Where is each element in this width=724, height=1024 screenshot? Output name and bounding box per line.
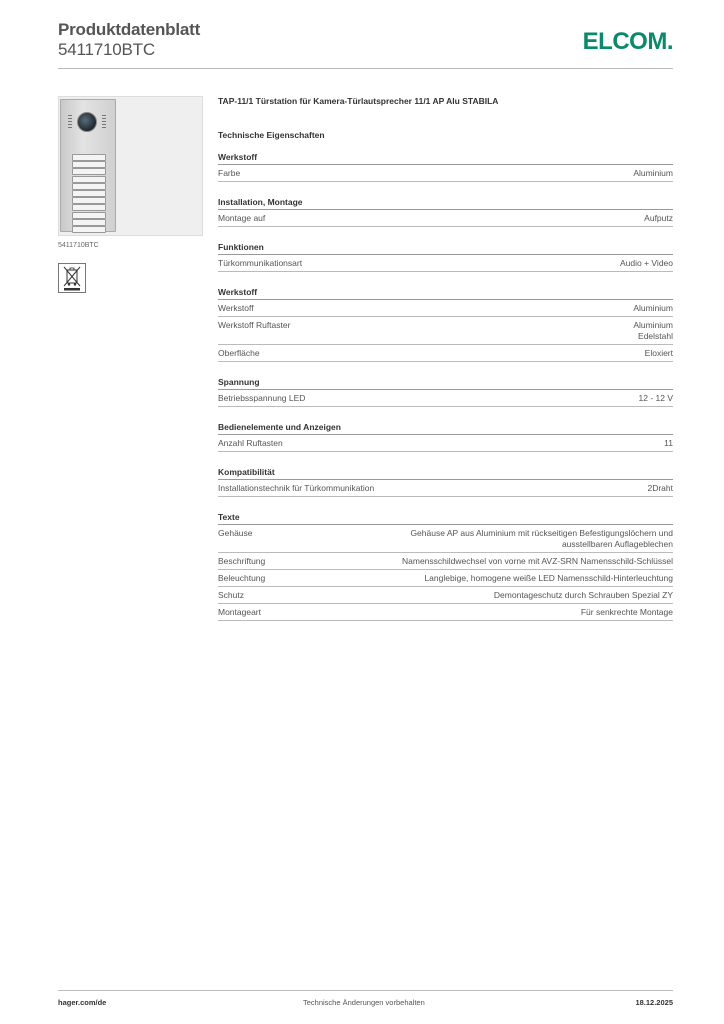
spec-value: 2Draht bbox=[647, 483, 673, 493]
call-button bbox=[72, 168, 106, 175]
spec-label: Beschriftung bbox=[218, 556, 266, 566]
spec-row bbox=[218, 435, 673, 452]
spec-label: Installationstechnik für Türkommunikation bbox=[218, 483, 375, 493]
spec-value: Aufputz bbox=[644, 213, 673, 223]
article-number: 5411710BTC bbox=[58, 40, 155, 59]
group-title: Installation, Montage bbox=[218, 197, 673, 210]
spec-row bbox=[218, 553, 673, 570]
spec-label: Betriebsspannung LED bbox=[218, 393, 306, 403]
image-column bbox=[58, 96, 203, 293]
call-button bbox=[72, 154, 106, 161]
spec-row bbox=[218, 165, 673, 182]
spec-value: Langlebige, homogene weiße LED Namensschild-Hinterleuchtung bbox=[424, 573, 673, 583]
spec-label: Farbe bbox=[218, 168, 241, 178]
call-button bbox=[72, 204, 106, 211]
spec-label: Türkommunikationsart bbox=[218, 258, 303, 268]
spec-label: Oberfläche bbox=[218, 348, 260, 358]
spec-value: Aluminium bbox=[633, 303, 673, 313]
group-title: Werkstoff bbox=[218, 152, 673, 165]
camera-lens bbox=[77, 112, 97, 132]
spec-label: Gehäuse bbox=[218, 528, 253, 538]
spec-column bbox=[218, 96, 673, 621]
call-button bbox=[72, 190, 106, 197]
product-image bbox=[58, 96, 203, 236]
spec-value: Namensschildwechsel von vorne mit AVZ-SRN Namensschild-Schlüssel bbox=[402, 556, 673, 566]
spec-row bbox=[218, 390, 673, 407]
group-title: Werkstoff bbox=[218, 287, 673, 300]
header-divider bbox=[58, 68, 673, 69]
spec-row bbox=[218, 255, 673, 272]
section-title: Technische Eigenschaften bbox=[218, 130, 325, 140]
call-button bbox=[72, 197, 106, 204]
call-button bbox=[72, 176, 106, 183]
spec-row bbox=[218, 210, 673, 227]
spec-row bbox=[218, 300, 673, 317]
spec-label: Beleuchtung bbox=[218, 573, 266, 583]
group-title: Bedienelemente und Anzeigen bbox=[218, 422, 673, 435]
spec-row bbox=[218, 604, 673, 621]
weee-crossed-bin-icon bbox=[58, 263, 86, 293]
spec-row bbox=[218, 480, 673, 497]
document-header bbox=[58, 20, 673, 60]
spec-label: Schutz bbox=[218, 590, 244, 600]
speaker-grille-left bbox=[68, 114, 72, 128]
elcom-logo: ELCOM. bbox=[582, 28, 673, 55]
spec-label: Werkstoff bbox=[218, 303, 254, 313]
group-title: Spannung bbox=[218, 377, 673, 390]
spec-row bbox=[218, 345, 673, 362]
spec-label: Anzahl Ruftasten bbox=[218, 438, 283, 448]
spec-value: 11 bbox=[664, 438, 673, 448]
product-title: TAP-11/1 Türstation für Kamera-Türlautsprecher 11/1 AP Alu STABILA bbox=[218, 96, 499, 106]
door-station-panel bbox=[60, 99, 116, 232]
spec-value: Gehäuse AP aus Aluminium mit rückseitigen Befestigungslöchern und ausstellbaren Auflageblechen bbox=[410, 528, 673, 549]
spec-value: Audio + Video bbox=[619, 258, 673, 268]
spec-label: Montage auf bbox=[218, 213, 266, 223]
spec-label: Montageart bbox=[218, 607, 261, 617]
spec-groups bbox=[218, 152, 673, 621]
footer-divider bbox=[58, 990, 673, 991]
call-button bbox=[72, 183, 106, 190]
spec-value: 12 - 12 V bbox=[638, 393, 673, 403]
footer-date: 18.12.2025 bbox=[635, 998, 673, 1007]
group-title: Texte bbox=[218, 512, 673, 525]
call-button bbox=[72, 161, 106, 168]
speaker-grille-right bbox=[102, 114, 106, 128]
call-button bbox=[72, 226, 106, 233]
image-caption: 5411710BTC bbox=[58, 242, 99, 249]
spec-value: Für senkrechte Montage bbox=[580, 607, 673, 617]
spec-row bbox=[218, 570, 673, 587]
spec-value: Aluminium Edelstahl bbox=[633, 320, 673, 341]
spec-row bbox=[218, 525, 673, 553]
spec-row bbox=[218, 587, 673, 604]
spec-label: Werkstoff Ruftaster bbox=[218, 320, 291, 330]
group-title: Kompatibilität bbox=[218, 467, 673, 480]
spec-row bbox=[218, 317, 673, 345]
camera-area bbox=[65, 104, 111, 144]
group-title: Funktionen bbox=[218, 242, 673, 255]
call-button bbox=[72, 219, 106, 226]
spec-value: Demontageschutz durch Schrauben Spezial ZY bbox=[493, 590, 673, 600]
footer-note: Technische Änderungen vorbehalten bbox=[303, 998, 425, 1007]
call-button bbox=[72, 212, 106, 219]
spec-value: Eloxiert bbox=[644, 348, 673, 358]
footer-website: hager.com/de bbox=[58, 998, 107, 1007]
spec-value: Aluminium bbox=[633, 168, 673, 178]
document-title: Produktdatenblatt bbox=[58, 20, 201, 39]
